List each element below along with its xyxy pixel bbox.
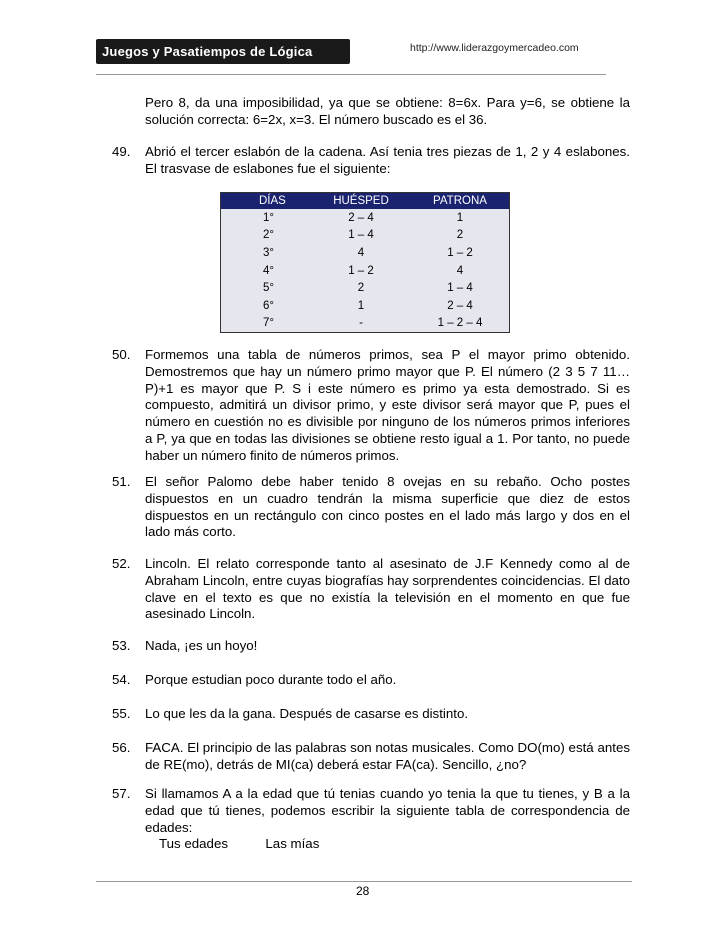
- header-url[interactable]: http://www.liderazgoymercadeo.com: [410, 42, 579, 54]
- table-header-dias: DÍAS: [221, 193, 312, 210]
- table-cell: 7°: [263, 317, 274, 330]
- table-cell: 2: [456, 229, 464, 242]
- answer-53: [112, 638, 630, 655]
- answer-text: Nada, ¡es un hoyo!: [145, 638, 258, 653]
- footer-divider: [96, 881, 632, 882]
- table-row: [221, 244, 510, 262]
- table-cell: 1 – 2: [348, 264, 374, 277]
- table-cell: 1 – 2 – 4: [437, 317, 483, 330]
- table-cell: 4°: [263, 264, 274, 277]
- table-row: [221, 315, 510, 333]
- table-row: [221, 209, 510, 227]
- ages-col-las-mias: Las mías: [265, 836, 320, 851]
- answer-number: 53.: [112, 638, 131, 653]
- answer-text: Si llamamos A a la edad que tú tenias cuando yo tenia la que tu tienes, y B a la edad que tú tienes, podemos escribir la siguiente tabla de correspondencia de edades:: [145, 786, 630, 835]
- header-divider: [96, 74, 606, 75]
- table-cell: 5°: [263, 282, 274, 295]
- table-row: [221, 227, 510, 245]
- table-cell: 1 – 4: [348, 229, 374, 242]
- answer-text: Lo que les da la gana. Después de casarse es distinto.: [145, 706, 469, 721]
- table-cell: 3°: [263, 246, 274, 259]
- table-cell: 1: [357, 299, 365, 312]
- table-cell: 1°: [263, 211, 274, 224]
- answer-text: Lincoln. El relato corresponde tanto al asesinato de J.F Kennedy como al de Abraham Lincoln, entre cuyas biografías hay sorprendentes coincidencias. El dato clave en el texto es que no existía la televisión en el momento en que fue asesinado Lincoln.: [145, 556, 630, 622]
- table-cell: -: [359, 317, 363, 330]
- answer-number: 57.: [112, 786, 131, 801]
- table-cell: 2 – 4: [348, 211, 374, 224]
- answer-number: 52.: [112, 556, 131, 571]
- table-cell: 1: [456, 211, 464, 224]
- table-header-huesped: HUÉSPED: [311, 193, 411, 210]
- page-number: 28: [356, 884, 370, 898]
- answer-55: [112, 706, 630, 723]
- answer-54: [112, 672, 630, 689]
- table-cell: 2: [357, 282, 365, 295]
- answer-50: [112, 347, 630, 465]
- table-cell: 4: [456, 264, 464, 277]
- answer-text: El señor Palomo debe haber tenido 8 ovejas en su rebaño. Ocho postes dispuestos en un cuadro tendrán la misma superficie que diez de estos dispuestos en un rectángulo con cinco postes en el lado más largo y dos en el lado más corto.: [145, 474, 630, 540]
- table-cell: 4: [357, 246, 365, 259]
- answer-number: 49.: [112, 144, 131, 159]
- answer-number: 56.: [112, 740, 131, 755]
- table-cell: 2°: [263, 229, 274, 242]
- table-row: [221, 297, 510, 315]
- intro-paragraph: [112, 95, 630, 129]
- answer-text: Porque estudian poco durante todo el año.: [145, 672, 397, 687]
- table-cell: 2 – 4: [447, 299, 473, 312]
- table-row: [221, 262, 510, 280]
- answer-number: 54.: [112, 672, 131, 687]
- answer-text: FACA. El principio de las palabras son notas musicales. Como DO(mo) está antes de RE(mo), detrás de MI(ca) deberá estar FA(ca). Sencillo, ¿no?: [145, 740, 630, 772]
- answer-text: Abrió el tercer eslabón de la cadena. Así tenia tres piezas de 1, 2 y 4 eslabones. El trasvase de eslabones fue el siguiente:: [145, 144, 630, 176]
- answer-57: [112, 786, 630, 836]
- intro-text: Pero 8, da una imposibilidad, ya que se obtiene: 8=6x. Para y=6, se obtiene la solución correcta: 6=2x, x=3. El número buscado es el 36.: [145, 95, 630, 127]
- answer-number: 51.: [112, 474, 131, 489]
- answer-49: [112, 144, 630, 178]
- ages-header-row: [159, 836, 319, 851]
- answer-51: [112, 474, 630, 541]
- answer-56: [112, 740, 630, 774]
- chain-transfer-table: [220, 192, 510, 333]
- table-cell: 6°: [263, 299, 274, 312]
- ages-col-tus-edades: Tus edades: [159, 836, 228, 851]
- table-header-patrona: PATRONA: [411, 193, 510, 210]
- header-title: Juegos y Pasatiempos de Lógica: [96, 39, 350, 64]
- answer-52: [112, 556, 630, 623]
- table-row: [221, 279, 510, 297]
- answer-number: 50.: [112, 347, 131, 362]
- answer-number: 55.: [112, 706, 131, 721]
- table-header-row: [221, 193, 510, 210]
- table-cell: 1 – 2: [447, 246, 473, 259]
- answer-text: Formemos una tabla de números primos, sea P el mayor primo obtenido. Demostremos que hay un número primo mayor que P. El número (2 3 5 7 11… P)+1 es mayor que P. S i este número es primo ya esta demostrado. Si es compuesto, admitirá un divisor primo, y este divisor será mayor que P, pues el número en cuestión no es divisible por ninguno de los números primos inferiores a P, ya que en todas las divisiones se obtiene resto igual a 1. Por tanto, no puede haber un número finito de números primos.: [145, 347, 630, 463]
- table-cell: 1 – 4: [447, 282, 473, 295]
